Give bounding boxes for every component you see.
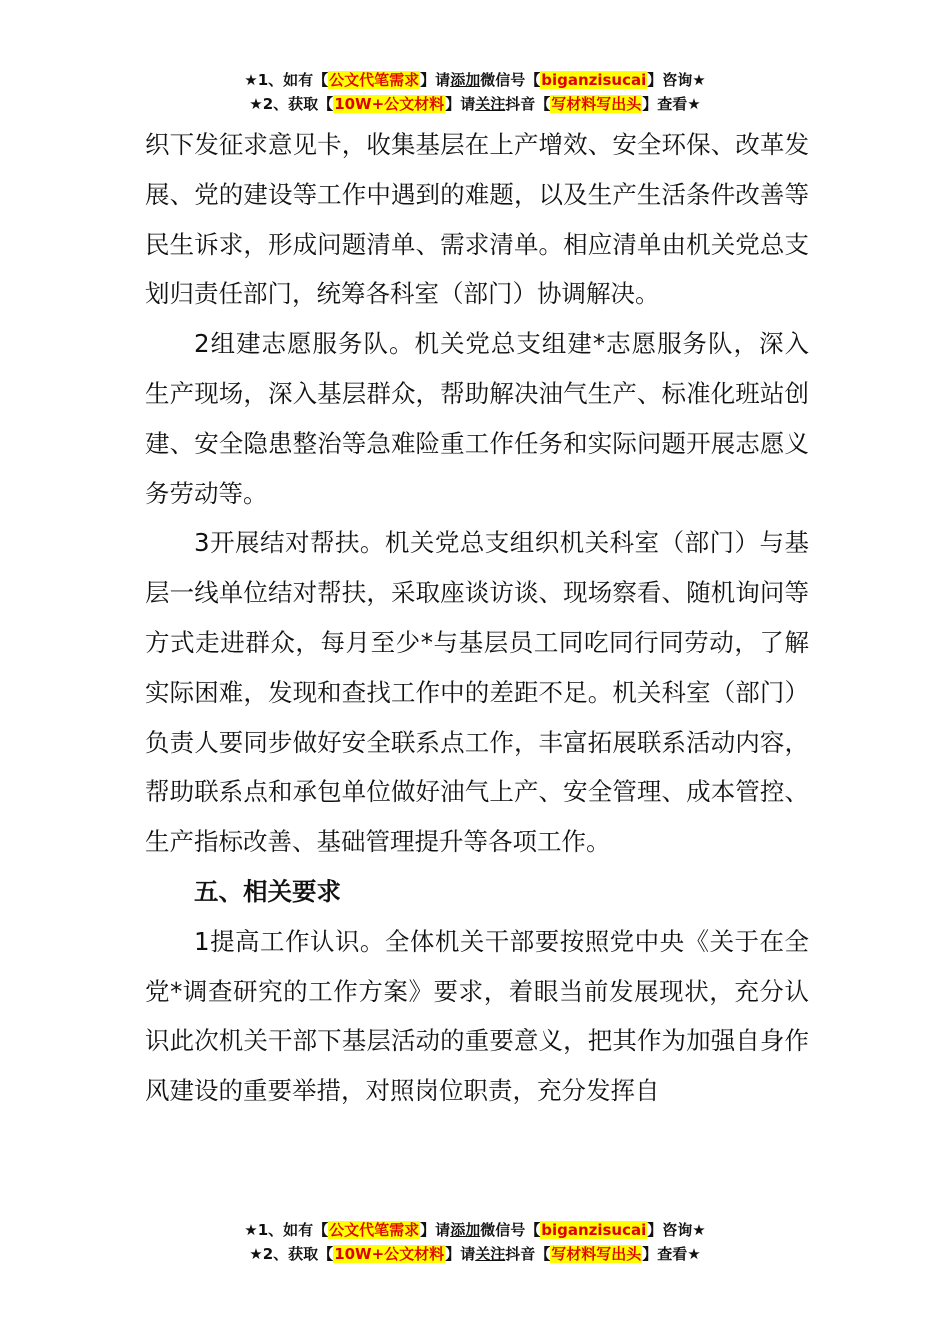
header-banner-line-1: ★1、如有【公文代笔需求】请添加微信号【biganzisucai】咨询★	[244, 71, 706, 89]
underlined-text: 关注	[475, 95, 506, 113]
footer-banner-line-2: ★2、获取【10W+公文材料】请关注抖音【写材料写出头】查看★	[249, 1245, 701, 1263]
paragraph-volunteer-team: 2组建志愿服务队。机关党总支组建*志愿服务队，深入生产现场，深入基层群众，帮助解决油气生产、标准化班站创建、安全隐患整治等急难险重工作任务和实际问题开展志愿义务劳动等。	[145, 329, 809, 508]
document-body	[145, 120, 809, 1116]
section-heading: 五、相关要求	[194, 876, 341, 906]
highlight-text: biganzisucai	[541, 1221, 647, 1239]
underlined-text: 关注	[475, 1245, 506, 1263]
paragraph-pairing-assistance: 3开展结对帮扶。机关党总支组织机关科室（部门）与基层一线单位结对帮扶，采取座谈访谈、现场察看、随机询问等方式走进群众，每月至少*与基层员工同吃同行同劳动，了解实际困难，发现和查找工作中的差距不足。机关科室（部门）负责人要同步做好安全联系点工作，丰富拓展联系活动内容，帮助联系点和承包单位做好油气上产、安全管理、成本管控、生产指标改善、基础管理提升等各项工作。	[145, 528, 809, 857]
paragraph-work-awareness: 1提高工作认识。全体机关干部要按照党中央《关于在全党*调查研究的工作方案》要求，着眼当前发展现状，充分认识此次机关干部下基层活动的重要意义，把其作为加强自身作风建设的重要举措，对照岗位职责，充分发挥自	[145, 926, 809, 1106]
header-banner-line-2: ★2、获取【10W+公文材料】请关注抖音【写材料写出头】查看★	[249, 95, 701, 113]
footer-banner-line-1: ★1、如有【公文代笔需求】请添加微信号【biganzisucai】咨询★	[244, 1221, 706, 1239]
highlight-text: 公文代笔需求	[329, 71, 420, 89]
underlined-text: 添加	[450, 71, 481, 89]
header-banner	[0, 68, 950, 116]
highlight-text: 10W+公文材料	[334, 95, 445, 113]
highlight-text: 写材料写出头	[551, 95, 642, 113]
highlight-text: 10W+公文材料	[334, 1245, 445, 1263]
highlight-text: 公文代笔需求	[329, 1221, 420, 1239]
paragraph-continued: 织下发征求意见卡，收集基层在上产增效、安全环保、改革发展、党的建设等工作中遇到的难题，以及生产生活条件改善等民生诉求，形成问题清单、需求清单。相应清单由机关党总支划归责任部门，统筹各科室（部门）协调解决。	[145, 130, 809, 309]
underlined-text: 添加	[450, 1221, 481, 1239]
highlight-text: 写材料写出头	[551, 1245, 642, 1263]
highlight-text: biganzisucai	[541, 71, 647, 89]
footer-banner	[0, 1218, 950, 1266]
